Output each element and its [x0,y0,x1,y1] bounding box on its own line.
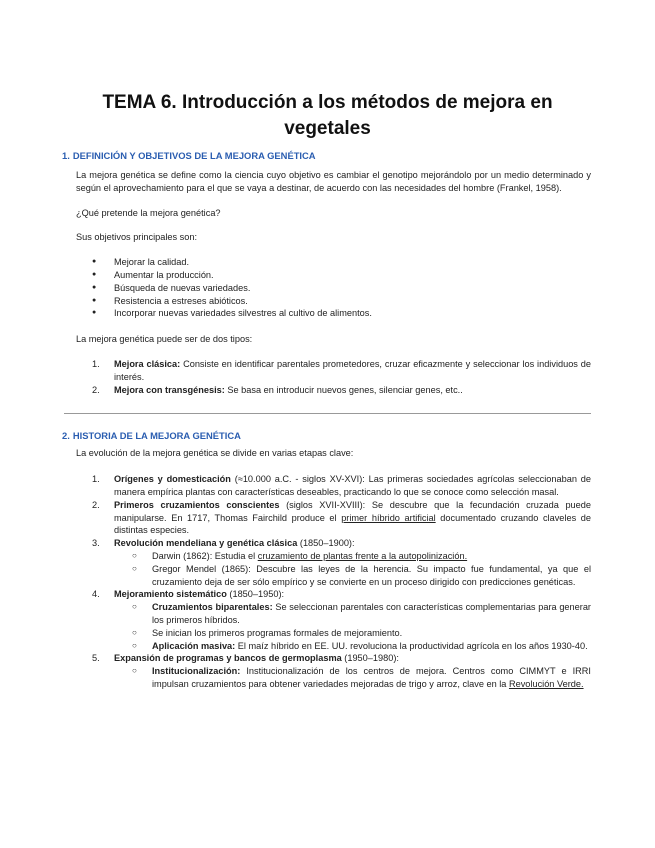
stage-label: Mejoramiento sistemático [114,589,227,600]
list-number: 4. [92,589,100,600]
stage-label: Orígenes y domesticación [114,474,231,485]
stage-label: Expansión de programas y bancos de germoplasma [114,653,342,664]
list-number: 2. [92,384,100,395]
stage-3-sublist [114,550,591,588]
stage-period: (siglos XVII-XVIII): [279,499,366,510]
sub-label: Aplicación masiva: [152,640,236,651]
stage-period: (1850–1950): [226,589,285,600]
objectives-intro: Sus objetivos principales son: [76,232,198,243]
sub-text: Se seleccionan parentales con características complementarias para generar los primeros híbridos. [152,602,591,625]
type-label: Mejora con transgénesis: [114,384,225,395]
list-item [132,601,591,627]
list-item [92,499,591,537]
list-item [92,473,591,499]
list-number: 1. [92,474,100,485]
history-intro: La evolución de la mejora genética se divide en varias etapas clave: [76,448,354,459]
stage-5-sublist [114,665,591,691]
sub-label: Cruzamientos biparentales: [152,602,273,613]
list-item [92,384,591,397]
list-item: ● Aumentar la producción. [92,269,591,282]
sub-label: Institucionalización: [152,666,241,677]
stage-period: (≈10.000 a.C. - siglos XV-XVI): [230,474,365,485]
list-item: ● Búsqueda de nuevas variedades. [92,282,591,295]
list-item [132,550,591,563]
list-item: ● Incorporar nuevas variedades silvestres al cultivo de alimentos. [92,307,591,320]
primer-hibrido-link[interactable]: primer híbrido artificial [341,512,436,523]
stage-text: Las primeras sociedades agrícolas seleccionaban de manera empírica plantas con características deseables, practicando lo que se conoce como selección masal. [114,474,591,497]
types-intro: La mejora genética puede ser de dos tipos: [76,334,253,345]
type-text: Se basa en introducir nuevos genes, silenciar genes, etc.. [224,384,463,395]
stage-label: Primeros cruzamientos conscientes [114,499,280,510]
list-item: ○ Gregor Mendel (1865): Descubre las leyes de la herencia. Su impacto fue fundamental, ya que el cruzamiento deja de ser sólo empírico y se convierte en un proceso dirigido con predicciones genéticas. [132,563,591,589]
stage-period: (1950–1980): [341,653,399,664]
cruzamiento-link[interactable]: cruzamiento de plantas frente a la autopolinización. [257,550,468,561]
sub-text: El maíz híbrido en EE. UU. revoluciona la productividad agrícola en los años 1930-40. [235,640,588,651]
stage-text: Se descubre que la fecundación cruzada puede manipularse. En 1717, Thomas Fairchild produce el [114,499,591,523]
question-paragraph: ¿Qué pretende la mejora genética? [76,207,221,218]
types-list [64,358,591,396]
list-item [92,358,591,384]
section-1-heading [62,150,591,162]
list-item: ● Mejorar la calidad. [92,256,591,269]
list-number: 1. [92,358,100,369]
history-stages-list [64,473,591,691]
list-item [92,588,591,652]
list-number: 5. [92,653,100,664]
stage-4-sublist [114,601,591,652]
definition-paragraph: La mejora genética se define como la ciencia cuyo objetivo es cambiar el genotipo mejorándolo por un medio determinado y según el aprovechamiento para el que se vaya a destinar, de acuerdo con las necesidades del hombre (Frankel, 1958). [76,170,591,193]
list-item [132,665,591,691]
section-1-number: 1. [62,150,70,161]
list-item: ○ Se inician los primeros programas formales de mejoramiento. [132,627,591,640]
section-2-title: HISTORIA DE LA MEJORA GENÉTICA [72,430,241,442]
type-label: Mejora clásica: [114,358,181,369]
list-number: 2. [92,499,100,510]
list-item [92,652,591,690]
revolucion-verde-link[interactable]: Revolución Verde. [508,678,584,689]
objectives-list [64,256,591,320]
list-number: 3. [92,538,100,549]
list-item [132,640,591,653]
stage-label: Revolución mendeliana y genética clásica [114,538,298,549]
stage-period: (1850–1900): [297,538,355,549]
darwin-text: Darwin (1862): Estudia el [152,550,258,561]
stage-text: documentado cruzando claveles de distintas especies. [114,512,591,536]
section-2-heading [62,430,591,442]
section-1-title: DEFINICIÓN Y OBJETIVOS DE LA MEJORA GENÉTICA [72,150,316,161]
document-title: TEMA 6. Introducción a los métodos de mejora en vegetales [102,92,553,139]
section-2-number: 2. [62,430,70,442]
sub-text: Institucionalización de los centros de mejora. Centros como CIMMYT e IRRI impulsan cruzamientos para obtener variedades mejoradas de trigo y arroz, clave en la [152,666,591,689]
list-item [92,537,591,588]
type-text: Consiste en identificar parentales prometedores, cruzar eficazmente y seleccionar los individuos de interés. [114,358,591,382]
list-item: ● Resistencia a estreses abióticos. [92,295,591,308]
